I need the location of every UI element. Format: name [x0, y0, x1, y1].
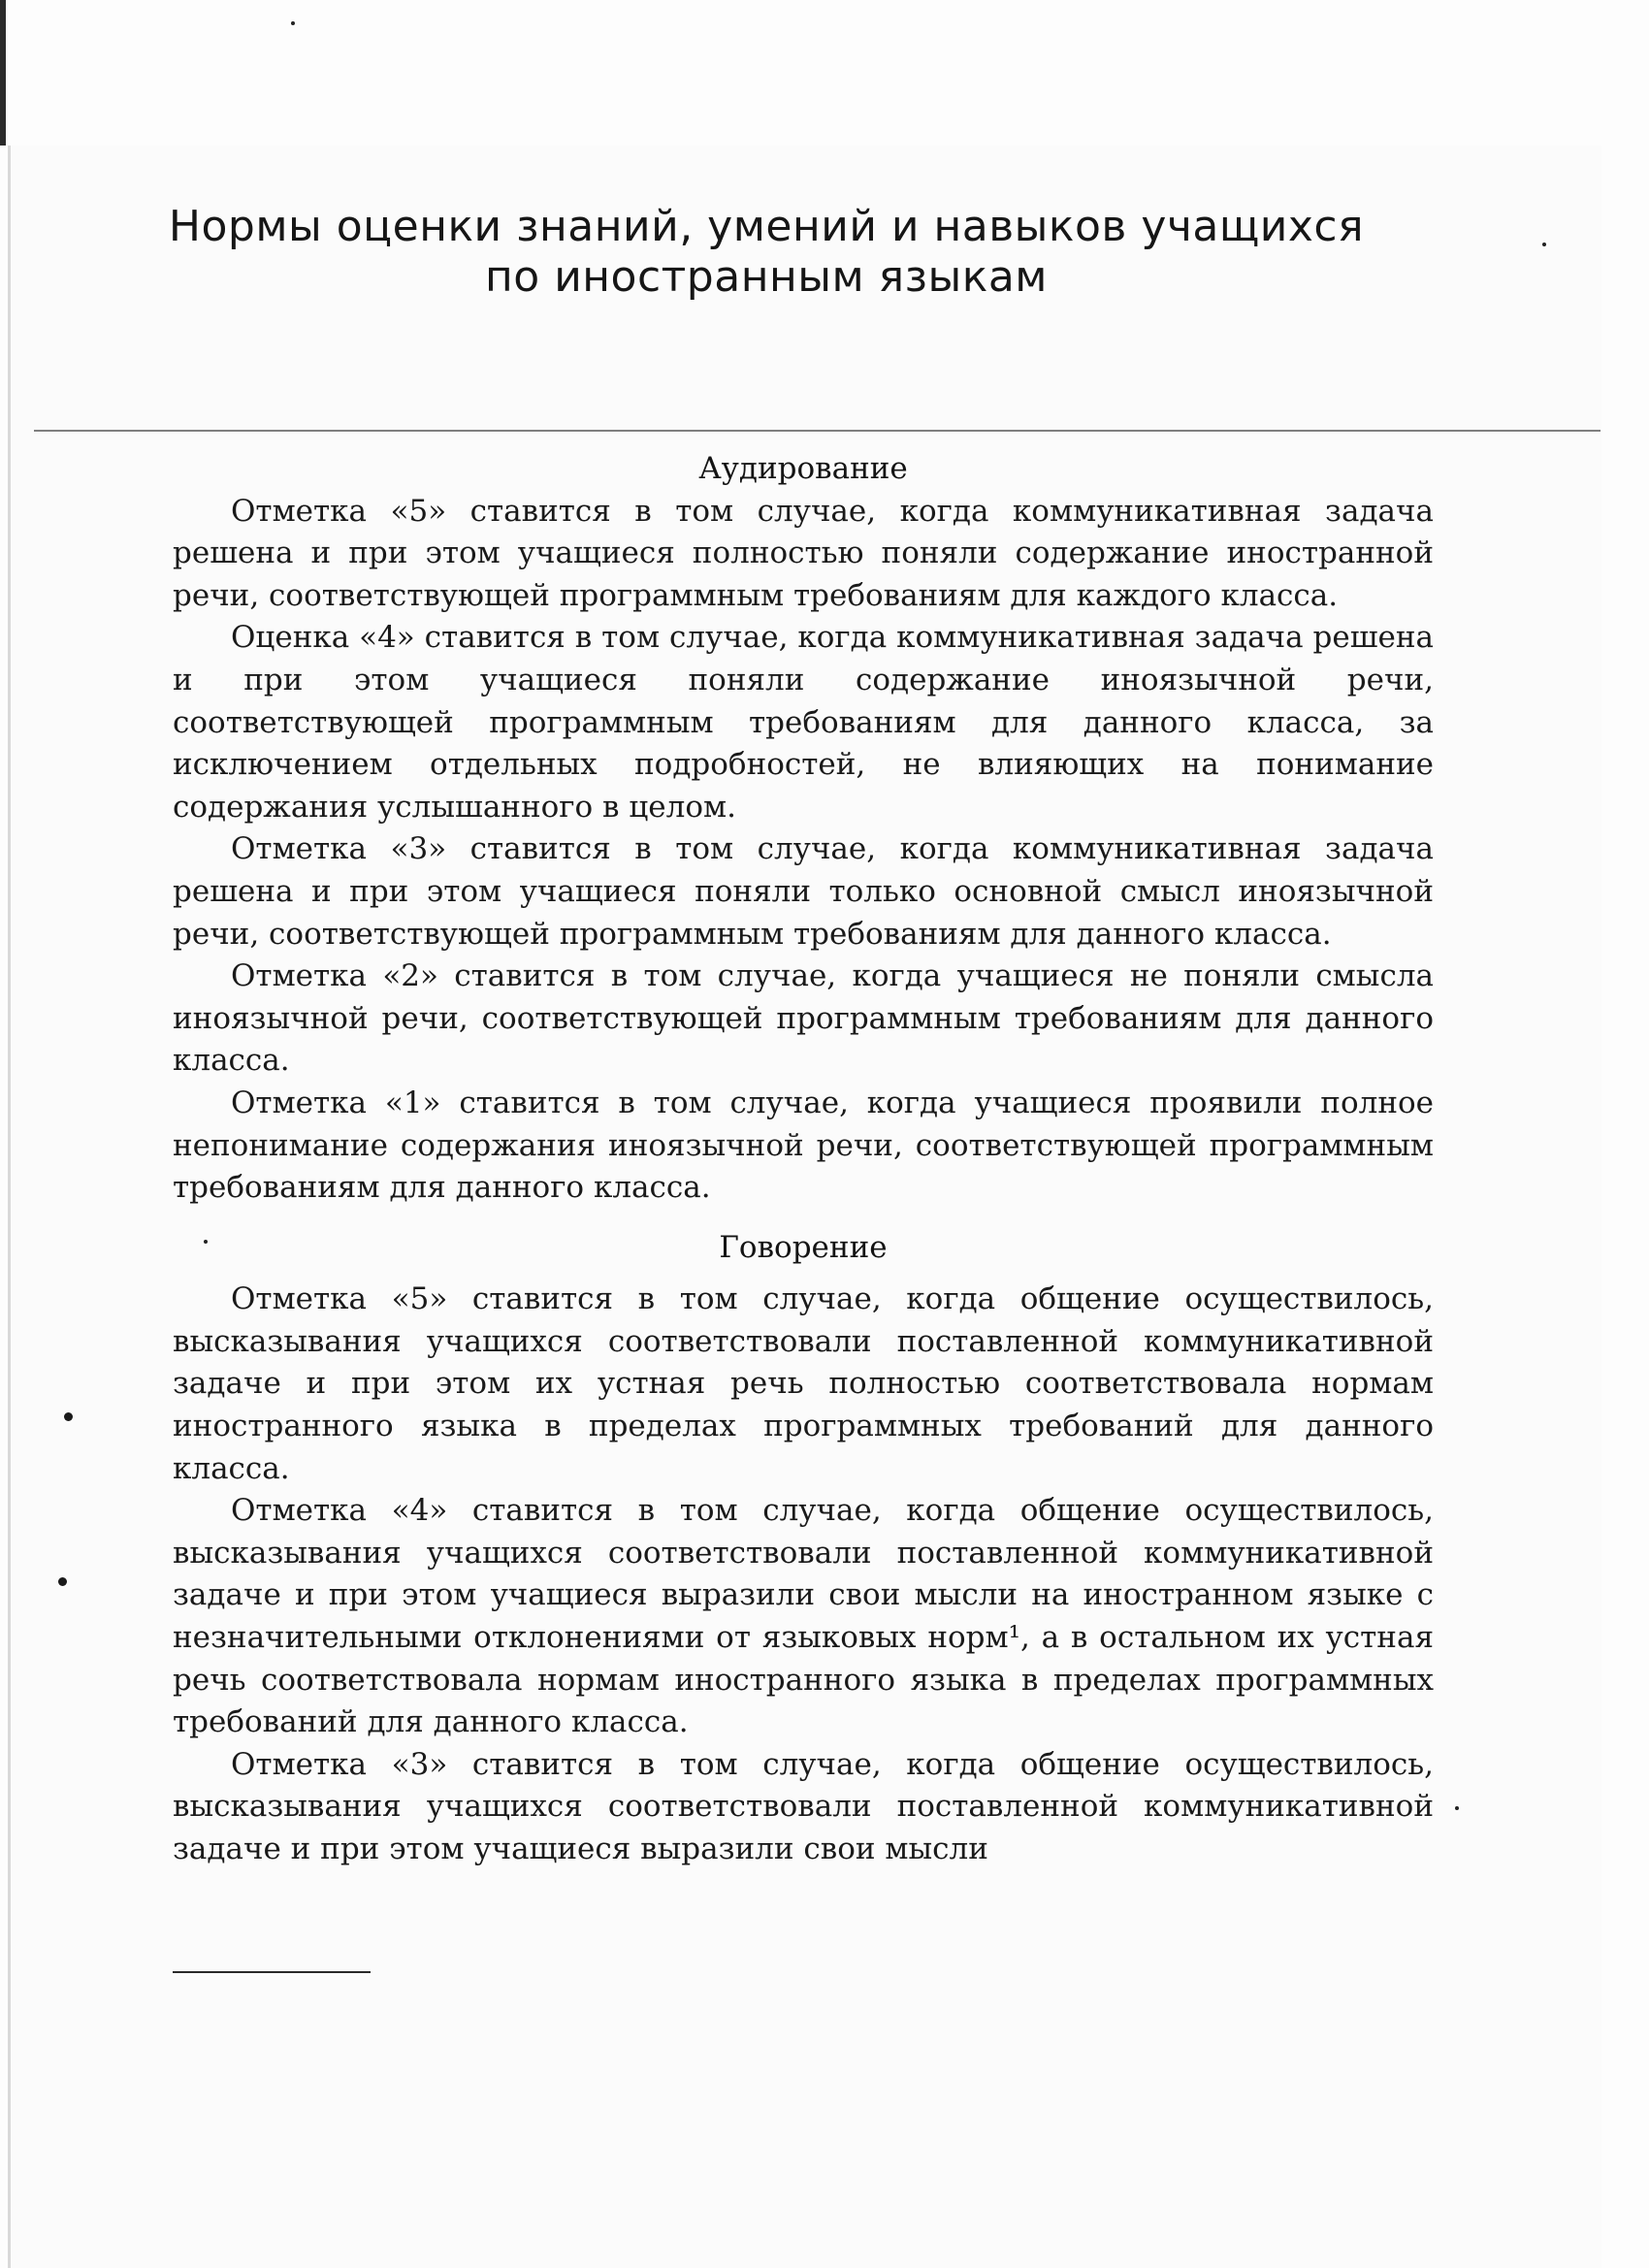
scan-speck: [1455, 1806, 1459, 1810]
paragraph: Отметка «1» ставится в том случае, когда учащиеся проявили полное непонимание содержания иноязычной речи, соответствующей программным требованиям для данного класса.: [173, 1085, 1434, 1206]
page-title-line-2: по иностранным языкам: [485, 252, 1048, 302]
margin-mark: [64, 1412, 73, 1421]
document-body: [173, 448, 1434, 1871]
section-listening: [173, 448, 1434, 1210]
paragraph: Отметка «5» ставится в том случае, когда общение осуществилось, высказывания учащихся соответствовали поставленной коммуникативной задаче и при этом их устная речь полностью соответствовала нормам иностранного языка в пределах программных требований для данного класса.: [173, 1281, 1434, 1486]
margin-mark: [58, 1577, 67, 1586]
scan-edge-shadow: [0, 0, 6, 146]
section-heading-listening: Аудирование: [698, 451, 908, 486]
paragraph: Отметка «3» ставится в том случае, когда коммуникативная задача решена и при этом учащиеся поняли только основной смысл иноязычной речи, соответствующей программным требованиям для данного класса.: [173, 831, 1434, 952]
page-title: [68, 202, 1465, 303]
paragraph: Отметка «4» ставится в том случае, когда общение осуществилось, высказывания учащихся соответствовали поставленной коммуникативной задаче и при этом учащиеся выразили свои мысли на иностранном языке с незначительными отклонениями от языковых норм¹, а в остальном их устная речь соответствовала нормам иностранного языка в пределах программных требований для данного класса.: [173, 1493, 1434, 1740]
section-speaking: [173, 1227, 1434, 1871]
paragraph: Отметка «2» ставится в том случае, когда учащиеся не поняли смысла иноязычной речи, соответствующей программным требованиям для данного класса.: [173, 958, 1434, 1079]
footnote-rule: [173, 1971, 371, 1973]
section-heading-speaking: Говорение: [719, 1229, 888, 1265]
scan-speck: [291, 21, 295, 25]
paragraph: Оценка «4» ставится в том случае, когда коммуникативная задача решена и при этом учащиеся поняли содержание иноязычной речи, соответствующей программным требованиям для данного класса, за исключением отдельных подробностей, не влияющих на понимание содержания услышанного в целом.: [173, 620, 1434, 825]
page-title-line-1: Нормы оценки знаний, умений и навыков учащихся: [168, 202, 1365, 251]
paragraph: Отметка «3» ставится в том случае, когда общение осуществилось, высказывания учащихся соответствовали поставленной коммуникативной задаче и при этом учащиеся выразили свои мысли: [173, 1746, 1434, 1866]
scan-speck: [1542, 243, 1546, 246]
section-divider: [34, 430, 1600, 432]
paragraph: Отметка «5» ставится в том случае, когда коммуникативная задача решена и при этом учащиеся полностью поняли содержание иностранной речи, соответствующей программным требованиям для каждого класса.: [173, 493, 1434, 613]
